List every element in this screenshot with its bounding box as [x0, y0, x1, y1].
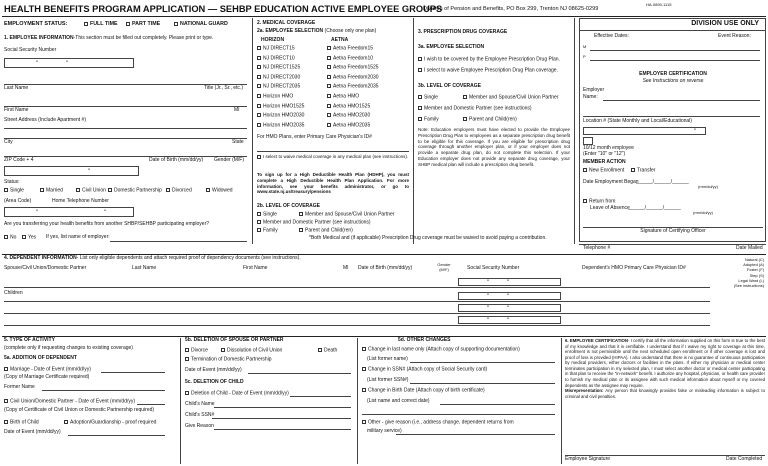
transfer-option[interactable]: Transfer	[631, 168, 655, 174]
section4-title: 4. DEPENDENT INFORMATION- List only eligible dependents and attach required proof of dependency documents (see instructions).	[4, 255, 301, 261]
zip-boxes[interactable]	[4, 166, 139, 176]
horizon-plan-option[interactable]	[257, 123, 304, 129]
section2b-title: 2b. LEVEL OF COVERAGE	[257, 203, 320, 209]
change-dob-option[interactable]: Change in Birth Date (Attach copy of birth certificate)	[362, 388, 485, 394]
aetna-plan-option[interactable]	[327, 94, 359, 100]
employee-certification: 6. EMPLOYEE CERTIFICATION- I certify that all the information supplied on this form is true to the best of my knowledge and that it is certifiable. I understand that if I waive my right to coverage at this time, enrollment is not permissible until the next scheduled open enrollment or if other coverage is lost and proof of loss is provided (HIPAA). I also understand that there is no guarantee of continuous participation by medical providers, either doctors or facilities in the plans. If either my physician or medical center terminates participation in my selected plan, I must select another doctor or medical center participating in that plan to receive the "in-network" benefit. I authorize any hospital, physician, or health care provider to furnish my medical plan or its assignee with such medical information about myself or my covered dependents as the assignee may require. Misrepresentation: Any person that knowingly provides false or misleading information is subject to criminal and civil penalties.	[565, 338, 765, 399]
employer-name-field[interactable]	[603, 100, 760, 101]
division-title-rule	[579, 30, 766, 31]
civil-union-option[interactable]: Civil Union/Domestic Partner - Date of Event (mm/dd/yy)	[4, 399, 135, 405]
checkbox-icon[interactable]	[108, 188, 112, 192]
aetna-plan-option[interactable]	[327, 123, 370, 129]
adoption-option[interactable]: Adoption/Guardianship - proof required	[64, 420, 156, 426]
first-name-field[interactable]	[4, 106, 247, 107]
ssn-dash: -	[487, 277, 489, 284]
status-divorced[interactable]: Divorced	[166, 188, 192, 194]
title-label: Title (Jr., Sr., etc.)	[204, 85, 243, 91]
waive-medical[interactable]: I select to waive medical coverage in any medical plan (see instructions).	[257, 154, 409, 160]
employer-name-field[interactable]	[110, 241, 247, 242]
horizon-plan-option[interactable]	[257, 113, 304, 119]
rx-opt-waive[interactable]: I select to waive Employee Prescription Drug Plan coverage.	[418, 68, 558, 74]
zip-label: ZIP Code + 4	[4, 157, 34, 163]
section5d-title: 5d. OTHER CHANGES	[398, 337, 451, 343]
dep-col-spouse: Spouse/Civil Union/Domestic Partner	[4, 265, 87, 271]
aetna-plan-option[interactable]	[327, 75, 379, 81]
checkbox-icon[interactable]	[4, 188, 8, 192]
checkbox-icon[interactable]	[362, 420, 366, 424]
checkbox-icon[interactable]	[418, 117, 422, 121]
checkbox-icon[interactable]	[40, 188, 44, 192]
phone-field[interactable]	[4, 207, 134, 217]
table-row[interactable]	[4, 325, 710, 326]
hdhp-note: To sign up for a High Deductible Health Plan (HDHP), you must complete a High Deductible Health Plan Application. For more information, see your benefits administrator, or go to www.state.nj.us/treasury/pensions	[257, 172, 409, 195]
checkbox-icon[interactable]	[327, 65, 331, 69]
officer-signature-label: Signature of Certifying Officer	[640, 228, 706, 234]
date-employment-label: Date Employment Began	[583, 179, 639, 185]
employer-cert-title: EMPLOYER CERTIFICATION	[639, 71, 707, 77]
checkbox-icon[interactable]	[257, 155, 261, 159]
horizon-plan-option[interactable]	[257, 56, 295, 62]
checkbox-icon[interactable]	[64, 420, 68, 424]
relationship-key-item: Natural (C)	[744, 257, 764, 262]
employer-name-label: Name:	[583, 94, 598, 100]
aetna-plan-option-label: Aetna HMO2035	[333, 122, 371, 129]
status-single[interactable]: Single	[4, 188, 24, 194]
aetna-plan-option[interactable]	[327, 46, 373, 52]
checkbox-icon[interactable]	[327, 123, 331, 127]
ssn-boxes[interactable]	[458, 292, 561, 300]
aetna-plan-option-label: Aetna Freedom10	[333, 55, 374, 62]
checkbox-icon[interactable]	[362, 367, 366, 371]
rx-level-parent-child[interactable]: Parent and Child(ren)	[463, 117, 517, 123]
checkbox-icon[interactable]	[257, 46, 261, 50]
checkbox-icon[interactable]	[257, 104, 261, 108]
other-change-option[interactable]: Other - give reason (i.e., address change, dependent returns from	[362, 420, 514, 426]
marriage-date-field[interactable]	[101, 372, 165, 373]
phone-dash-2: -	[104, 208, 106, 214]
divider-5d-6	[561, 338, 562, 464]
deletion-child-option[interactable]: Deletion of Child - Date of Event (mm/dd/yy)	[185, 391, 289, 397]
children-label: Children	[4, 290, 23, 296]
checkbox-icon[interactable]	[4, 420, 8, 424]
transfer-question: Are you transferring your health benefits from another SHBP/SEHBP participating employer?	[4, 221, 210, 227]
ssn-boxes[interactable]	[458, 304, 561, 312]
marital-status-label: Status:	[4, 179, 20, 185]
checkbox-icon[interactable]	[257, 212, 261, 216]
deletion-date-field[interactable]	[248, 373, 351, 374]
pcp-label: For HMO Plans, enter Primary Care Physician's ID#	[257, 134, 372, 140]
checkbox-icon[interactable]	[362, 347, 366, 351]
dep-col-gender: Gender (M/F)	[437, 262, 451, 272]
aetna-plan-option[interactable]	[327, 104, 370, 110]
employment-status-label: EMPLOYMENT STATUS:	[4, 21, 68, 27]
rx-level-single[interactable]: Single	[418, 95, 438, 101]
waive-asterisk-note: *Both Medical and (if applicable) Prescription Drug coverage must be waived to avoid paying a contribution.	[309, 235, 547, 241]
horizon-plan-option-label: Horizon HMO2030	[263, 112, 305, 119]
rx-level-domestic[interactable]: Member and Domestic Partner (see instructions)	[418, 106, 532, 112]
former-ssn-field[interactable]	[410, 383, 555, 384]
checkbox-icon[interactable]	[174, 22, 178, 26]
checkbox-icon[interactable]	[221, 348, 225, 352]
deletion-date-label: Date of Event (mm/dd/yy)	[185, 367, 242, 373]
aetna-plan-option[interactable]	[327, 56, 373, 62]
zip-dash: -	[88, 167, 90, 173]
ssn-dash: -	[507, 303, 509, 310]
ssn-dash-1: -	[36, 59, 38, 65]
aetna-plan-option[interactable]	[327, 84, 379, 90]
horizon-plan-option[interactable]	[257, 75, 300, 81]
horizon-plan-option-label: NJ DIRECT15	[263, 45, 295, 52]
location-field[interactable]	[583, 127, 706, 135]
last-name-label: Last Name	[4, 85, 29, 91]
m-label: M	[583, 44, 587, 49]
dep-col-dob: Date of Birth (mm/dd/yy)	[358, 265, 413, 271]
transfer-yes[interactable]: Yes	[22, 235, 36, 241]
effective-dates-label: Effective Dates:	[594, 33, 629, 39]
checkbox-icon[interactable]	[327, 46, 331, 50]
civil-union-date-field[interactable]	[137, 404, 165, 405]
status-parttime[interactable]: PART TIME	[126, 21, 160, 27]
dob-label: Date of Birth (mm/dd/yy)	[149, 157, 204, 163]
m-field[interactable]	[590, 50, 760, 51]
former-name-list-label: (List former name)	[367, 356, 408, 362]
rx-opt-covered[interactable]: I wish to be covered by the Employee Prescription Drug Plan.	[418, 57, 560, 63]
status-domestic-partnership[interactable]: Domestic Partnership	[108, 188, 162, 194]
first-name-label: First Name	[4, 107, 29, 113]
section3-title: 3. PRESCRIPTION DRUG COVERAGE	[418, 29, 508, 35]
checkbox-icon[interactable]	[257, 56, 261, 60]
checkbox-icon[interactable]	[418, 57, 422, 61]
ssn-dash: -	[507, 315, 509, 322]
date-mailed-label: Date Mailed	[736, 245, 763, 251]
section5-title: 5. TYPE OF ACTIVITY	[4, 337, 55, 343]
p-field[interactable]	[590, 60, 760, 61]
checkbox-icon[interactable]	[327, 56, 331, 60]
horizon-plan-option-label: Horizon HMO1525	[263, 103, 305, 110]
status-civil-union[interactable]: Civil Union	[76, 188, 106, 194]
home-phone-label: Home Telephone Number	[52, 198, 109, 204]
civil-union-note: (Copy of Certificate of Civil Union or Domestic Partnership required)	[4, 407, 155, 413]
child-ssn-label: Child's SSN#	[185, 412, 215, 418]
ssn-field[interactable]	[4, 58, 134, 68]
military-label: military service)	[367, 428, 402, 434]
section5-rule	[2, 336, 766, 337]
termination-option[interactable]: Termination of Domestic Partnership	[185, 357, 272, 363]
aetna-plan-option-label: Aetna HMO2030	[333, 112, 371, 119]
city-label: City	[4, 139, 13, 145]
checkbox-icon[interactable]	[327, 113, 331, 117]
birth-date-field[interactable]	[68, 435, 165, 436]
rx-level-spouse[interactable]: Member and Spouse/Civil Union Partner	[463, 95, 559, 101]
divider-3-4	[574, 18, 575, 244]
leave-date-format: (mm/dd/yy)	[693, 210, 713, 215]
med-level-parent-child[interactable]: Parent and Child(ren)	[299, 228, 353, 234]
aetna-plan-option-label: Aetna HMO	[333, 93, 360, 100]
checkbox-icon[interactable]	[257, 228, 261, 232]
horizon-plan-option[interactable]	[257, 46, 295, 52]
former-name-list-field[interactable]	[410, 362, 555, 363]
new-enrollment-option[interactable]: New Enrollment	[583, 168, 624, 174]
section1-title: 1. EMPLOYEE INFORMATION-This section must be filled out completely. Please print or type.	[4, 35, 214, 41]
section5-note: (complete only if requesting changes to existing coverage)	[4, 345, 133, 351]
aetna-plan-option-label: Aetna Freedom15	[333, 45, 374, 52]
pcp-field[interactable]	[257, 151, 409, 152]
section2-title: 2. MEDICAL COVERAGE	[257, 20, 316, 26]
checkbox-icon[interactable]	[4, 367, 8, 371]
aetna-plan-option-label: Aetna Freedom1525	[333, 64, 379, 71]
divider-1-2	[252, 18, 253, 244]
give-reason-field[interactable]	[214, 429, 351, 430]
header-rule	[2, 16, 766, 17]
month-enter-label: (Enter "10" or "12")	[583, 151, 626, 157]
status-married[interactable]: Married	[40, 188, 63, 194]
checkbox-icon[interactable]	[299, 212, 303, 216]
marriage-note: (Copy of Marriage Certificate required)	[4, 374, 90, 380]
form-number: HA-0890-1115	[646, 2, 672, 7]
area-code-label: (Area Code)	[4, 198, 32, 204]
table-row[interactable]	[4, 301, 710, 302]
status-widowed[interactable]: Widowed	[206, 188, 233, 194]
transfer-yes-note: If yes, list name of employer:	[46, 234, 110, 240]
employer-cert-sub: See Instructions on reverse	[642, 78, 704, 84]
division-address: Division of Pension and Benefits, PO Box 299, Trenton NJ 08625-0299	[423, 6, 599, 12]
horizon-header: HORIZON	[261, 37, 285, 43]
med-level-single[interactable]: Single	[257, 212, 277, 218]
street-field[interactable]	[4, 128, 247, 129]
checkbox-icon[interactable]	[4, 399, 8, 403]
checkbox-icon[interactable]	[583, 199, 587, 203]
military-field[interactable]	[396, 434, 555, 435]
phone-dash-1: -	[36, 208, 38, 214]
employee-signature-label: Employee Signature	[565, 456, 611, 462]
horizon-plan-option[interactable]	[257, 94, 293, 100]
horizon-plan-option-label: NJ DIRECT2035	[263, 83, 301, 90]
checkbox-icon[interactable]	[257, 75, 261, 79]
divider-5a-5b	[180, 338, 181, 464]
status-fulltime[interactable]: FULL TIME	[84, 21, 118, 27]
ssn-dash: -	[487, 303, 489, 310]
relationship-key-item: Step (S)	[749, 272, 764, 278]
event-reason-label: Event Reason:	[718, 33, 751, 39]
med-level-domestic[interactable]: Member and Domestic Partner (see instructions)	[257, 220, 371, 226]
checkbox-icon[interactable]	[4, 235, 8, 239]
date-employment-format: (mm/dd/yy)	[698, 184, 718, 189]
checkbox-icon[interactable]	[327, 94, 331, 98]
divider-2-3	[413, 18, 414, 244]
horizon-plan-option[interactable]	[257, 65, 300, 71]
state-label: State	[232, 139, 244, 145]
dissolution-option[interactable]: Dissolution of Civil Union	[221, 348, 282, 354]
table-row[interactable]	[4, 287, 710, 288]
checkbox-icon[interactable]	[185, 391, 189, 395]
change-name-option[interactable]: Change in last name only (Attach copy of supporting documentation)	[362, 347, 520, 353]
gender-label: Gender (M/F)	[214, 157, 245, 163]
former-name-label: Former Name	[4, 384, 35, 390]
aetna-header: AETNA	[331, 37, 349, 43]
dep-col-mi: MI	[343, 265, 349, 271]
horizon-plan-option-label: NJ DIRECT2030	[263, 74, 301, 81]
checkbox-icon[interactable]	[22, 235, 26, 239]
child-ssn-field[interactable]	[212, 418, 351, 419]
mi-label: MI	[234, 107, 240, 113]
checkbox-icon[interactable]	[126, 22, 130, 26]
checkbox-icon[interactable]	[299, 228, 303, 232]
ssn-boxes[interactable]	[458, 316, 561, 324]
checkbox-icon[interactable]	[327, 84, 331, 88]
horizon-plan-option-label: Horizon HMO	[263, 93, 294, 100]
relationship-key-item: Legal Ward (L)	[738, 277, 764, 283]
leave-date-field[interactable]: ______/______/______	[628, 205, 681, 211]
ssn-label: Social Security Number	[4, 47, 57, 53]
aetna-plan-option-label: Aetna Freedom2030	[333, 74, 379, 81]
birth-of-child-option[interactable]: Birth of Child	[4, 420, 39, 426]
checkbox-icon[interactable]	[318, 348, 322, 352]
section2a-title: 2a. EMPLOYEE SELECTION (Choose only one plan)	[257, 28, 377, 34]
street-field-line2[interactable]	[4, 138, 247, 139]
relationship-key-item: (See instructions)	[733, 283, 764, 288]
location-label: Location # (State Monthly and Local/Educational)	[583, 118, 692, 124]
checkbox-icon[interactable]	[166, 188, 170, 192]
checkbox-icon[interactable]	[76, 188, 80, 192]
checkbox-icon[interactable]	[583, 168, 587, 172]
checkbox-icon[interactable]	[84, 22, 88, 26]
checkbox-icon[interactable]	[257, 65, 261, 69]
ssn-boxes[interactable]	[458, 278, 561, 286]
checkbox-icon[interactable]	[257, 123, 261, 127]
ssn-dash: -	[487, 315, 489, 322]
divider-5b-5d	[357, 338, 358, 464]
marriage-option[interactable]: Marriage - Date of Event (mm/dd/yy)	[4, 367, 91, 373]
division-use-title: DIVISION USE ONLY	[691, 20, 759, 27]
checkbox-icon[interactable]	[185, 357, 189, 361]
checkbox-icon[interactable]	[327, 75, 331, 79]
former-name-field[interactable]	[42, 390, 165, 391]
section5c-title: 5c. DELETION OF CHILD	[185, 379, 244, 385]
dep-col-pcp: Dependent's HMO Primary Care Physician ID#	[582, 265, 686, 271]
zip-field[interactable]	[4, 156, 247, 157]
divorce-option[interactable]: Divorce	[185, 348, 208, 354]
transfer-no[interactable]: No	[4, 235, 16, 241]
employer-label: Employer	[583, 87, 605, 93]
ssn-dash-2: -	[66, 59, 68, 65]
rx-level-family[interactable]: Family	[418, 117, 439, 123]
checkbox-icon[interactable]	[327, 104, 331, 108]
aetna-plan-option-label: Aetna Freedom2035	[333, 83, 379, 90]
section3a-title: 3a. EMPLOYEE SELECTION	[418, 44, 485, 50]
form-title: HEALTH BENEFITS PROGRAM APPLICATION — SEHBP EDUCATION ACTIVE EMPLOYEE GROUPS	[4, 4, 443, 14]
change-ssn-option[interactable]: Change in SSN# (Attach copy of Social Security card)	[362, 367, 487, 373]
child-name-field[interactable]	[214, 407, 351, 408]
checkbox-icon[interactable]	[631, 168, 635, 172]
ssn-dash: -	[507, 291, 509, 298]
rx-note: Note: Education employers must have elected to provide the Employee Prescription Drug Plan to employees as a separate prescription drug benefit to be eligible for this coverage. If you are eligible for prescription drug coverage through another employer plan, or if your employer does not provide a separate drug plan, do not complete this selection. If your Education employer does not provide any separate drug coverage, your SHBP medical plan will include a prescription drug benefit.	[418, 127, 570, 167]
relationship-key-item: Adopted (A)	[743, 262, 764, 268]
correct-date-field-2[interactable]	[362, 414, 555, 415]
relationship-key-item: Foster (F)	[746, 267, 764, 273]
month-employee-label: 10/12 month employee	[583, 145, 634, 151]
checkbox-icon[interactable]	[257, 94, 261, 98]
horizon-plan-option-label: NJ DIRECT10	[263, 55, 295, 62]
ssn-dash: -	[507, 277, 509, 284]
checkbox-icon[interactable]	[418, 68, 422, 72]
checkbox-icon[interactable]	[362, 388, 366, 392]
give-reason-label: Give Reason	[185, 423, 214, 429]
checkbox-icon[interactable]	[418, 106, 422, 110]
former-ssn-label: (List former SSN#)	[367, 377, 409, 383]
section5a-title: 5a. ADDITION OF DEPENDENT	[4, 355, 77, 361]
child-name-label: Child's Name	[185, 401, 215, 407]
aetna-plan-option[interactable]	[327, 65, 379, 71]
checkbox-icon[interactable]	[206, 188, 210, 192]
location-dash: -	[694, 127, 696, 133]
horizon-plan-option-label: NJ DIRECT1525	[263, 64, 301, 71]
checkbox-icon[interactable]	[463, 95, 467, 99]
leave-label: Leave of Absence	[590, 205, 630, 211]
med-level-family[interactable]: Family	[257, 228, 278, 234]
status-national-guard[interactable]: NATIONAL GUARD	[174, 21, 228, 27]
dep-col-first-name: First Name	[243, 265, 268, 271]
checkbox-icon[interactable]	[185, 348, 189, 352]
p-label: P	[583, 54, 586, 59]
correct-date-field[interactable]	[440, 404, 555, 405]
table-row[interactable]	[4, 313, 710, 314]
checkbox-icon[interactable]	[257, 84, 261, 88]
section3b-title: 3b. LEVEL OF COVERAGE	[418, 83, 481, 89]
date-employment-field[interactable]: ______/______/______	[636, 179, 689, 185]
ssn-dash: -	[487, 291, 489, 298]
horizon-plan-option[interactable]	[257, 104, 304, 110]
month-field[interactable]	[583, 137, 593, 145]
checkbox-icon[interactable]	[257, 220, 261, 224]
aetna-plan-option-label: Aetna HMO1525	[333, 103, 371, 110]
telephone-label: Telephone #	[583, 245, 611, 251]
horizon-plan-option-label: Horizon HMO2035	[263, 122, 305, 129]
deletion-child-date-field[interactable]	[290, 396, 351, 397]
med-level-spouse[interactable]: Member and Spouse/Civil Union Partner	[299, 212, 395, 218]
dep-col-ssn: Social Security Number	[467, 265, 520, 271]
section5b-title: 5b. DELETION OF SPOUSE OR PARTNER	[185, 337, 284, 343]
birth-date-label: Date of Event (mm/dd/yy)	[4, 429, 61, 435]
horizon-plan-option[interactable]	[257, 84, 300, 90]
death-option[interactable]: Death	[318, 348, 337, 354]
street-label: Street Address (Include Apartment #)	[4, 117, 86, 123]
employer-name-field-2[interactable]	[583, 116, 760, 117]
correct-date-label: (List name and correct date)	[367, 398, 430, 404]
member-action-title: MEMBER ACTION	[583, 159, 626, 165]
dep-col-last-name: Last Name	[132, 265, 157, 271]
checkbox-icon[interactable]	[418, 95, 422, 99]
return-from-option[interactable]: Return from	[583, 199, 615, 205]
aetna-plan-option[interactable]	[327, 113, 370, 119]
date-completed-label: Date Completed	[726, 456, 763, 462]
checkbox-icon[interactable]	[463, 117, 467, 121]
checkbox-icon[interactable]	[257, 113, 261, 117]
